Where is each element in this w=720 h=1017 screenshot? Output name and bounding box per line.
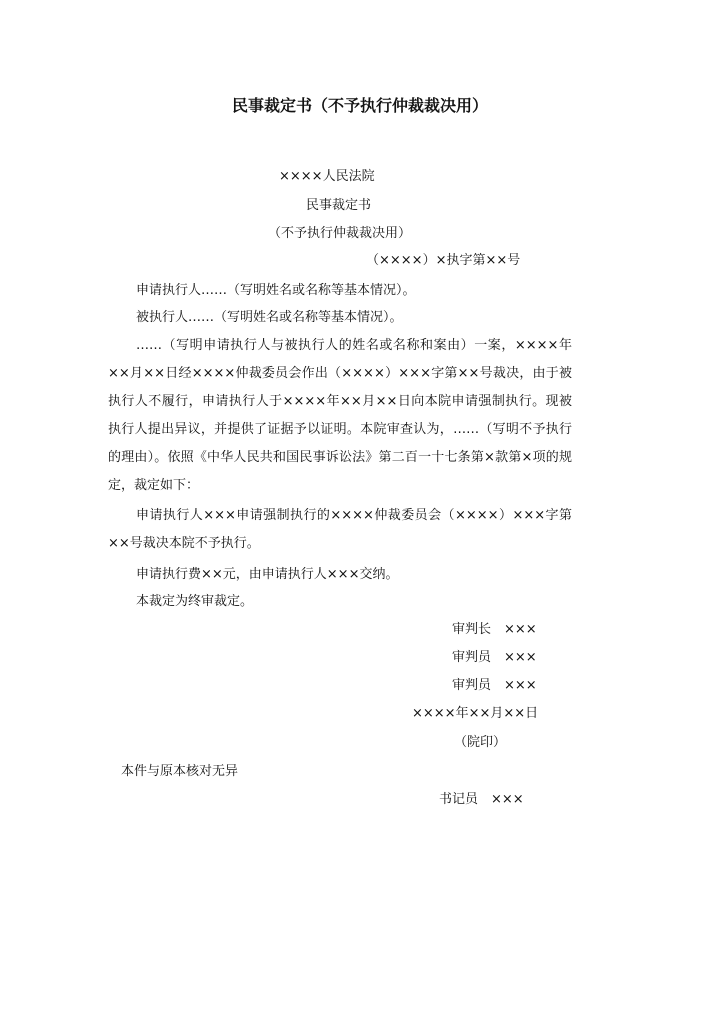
presiding-judge: 审判长 ××× <box>452 622 537 637</box>
body-paragraph: ……（写明申请执行人与被执行人的姓名或名称和案由）一案，××××年××月××日经××××仲裁委员会作出（××××）×××字第××号裁决，由于被执行人不履行，申请执行人于××××年××月××日向本院申请强制执行。现被执行人提出异议，并提供了证据予以证明。本院审查认为，……（写明不予执行的理由）。依照《中华人民共和国民事诉讼法》第二百一十七条第×款第×项的规定，裁定如下： <box>108 338 572 493</box>
court-seal: （院印） <box>454 735 507 750</box>
ruling-date: ××××年××月××日 <box>412 706 539 721</box>
document-subtype: （不予执行仲裁裁决用） <box>268 226 412 241</box>
applicant-line: 申请执行人……（写明姓名或名称等基本情况）。 <box>136 283 416 298</box>
court-name: ××××人民法院 <box>279 169 375 184</box>
case-number: （××××）×执字第××号 <box>366 253 521 268</box>
verification-note: 本件与原本核对无异 <box>121 764 239 779</box>
final-ruling-line: 本裁定为终审裁定。 <box>136 594 254 609</box>
clerk-signature: 书记员 ××× <box>439 792 524 807</box>
document-type: 民事裁定书 <box>306 198 372 213</box>
judge-1: 审判员 ××× <box>452 650 537 665</box>
judge-2: 审判员 ××× <box>452 678 537 693</box>
ruling-paragraph: 申请执行人×××申请强制执行的××××仲裁委员会（××××）×××字第××号裁决本院不予执行。 <box>108 508 572 551</box>
document-title: 民事裁定书（不予执行仲裁裁决用） <box>231 96 488 115</box>
fee-paragraph: 申请执行费××元，由申请执行人×××交纳。 <box>136 567 399 582</box>
respondent-line: 被执行人……（写明姓名或名称等基本情况）。 <box>136 310 403 325</box>
